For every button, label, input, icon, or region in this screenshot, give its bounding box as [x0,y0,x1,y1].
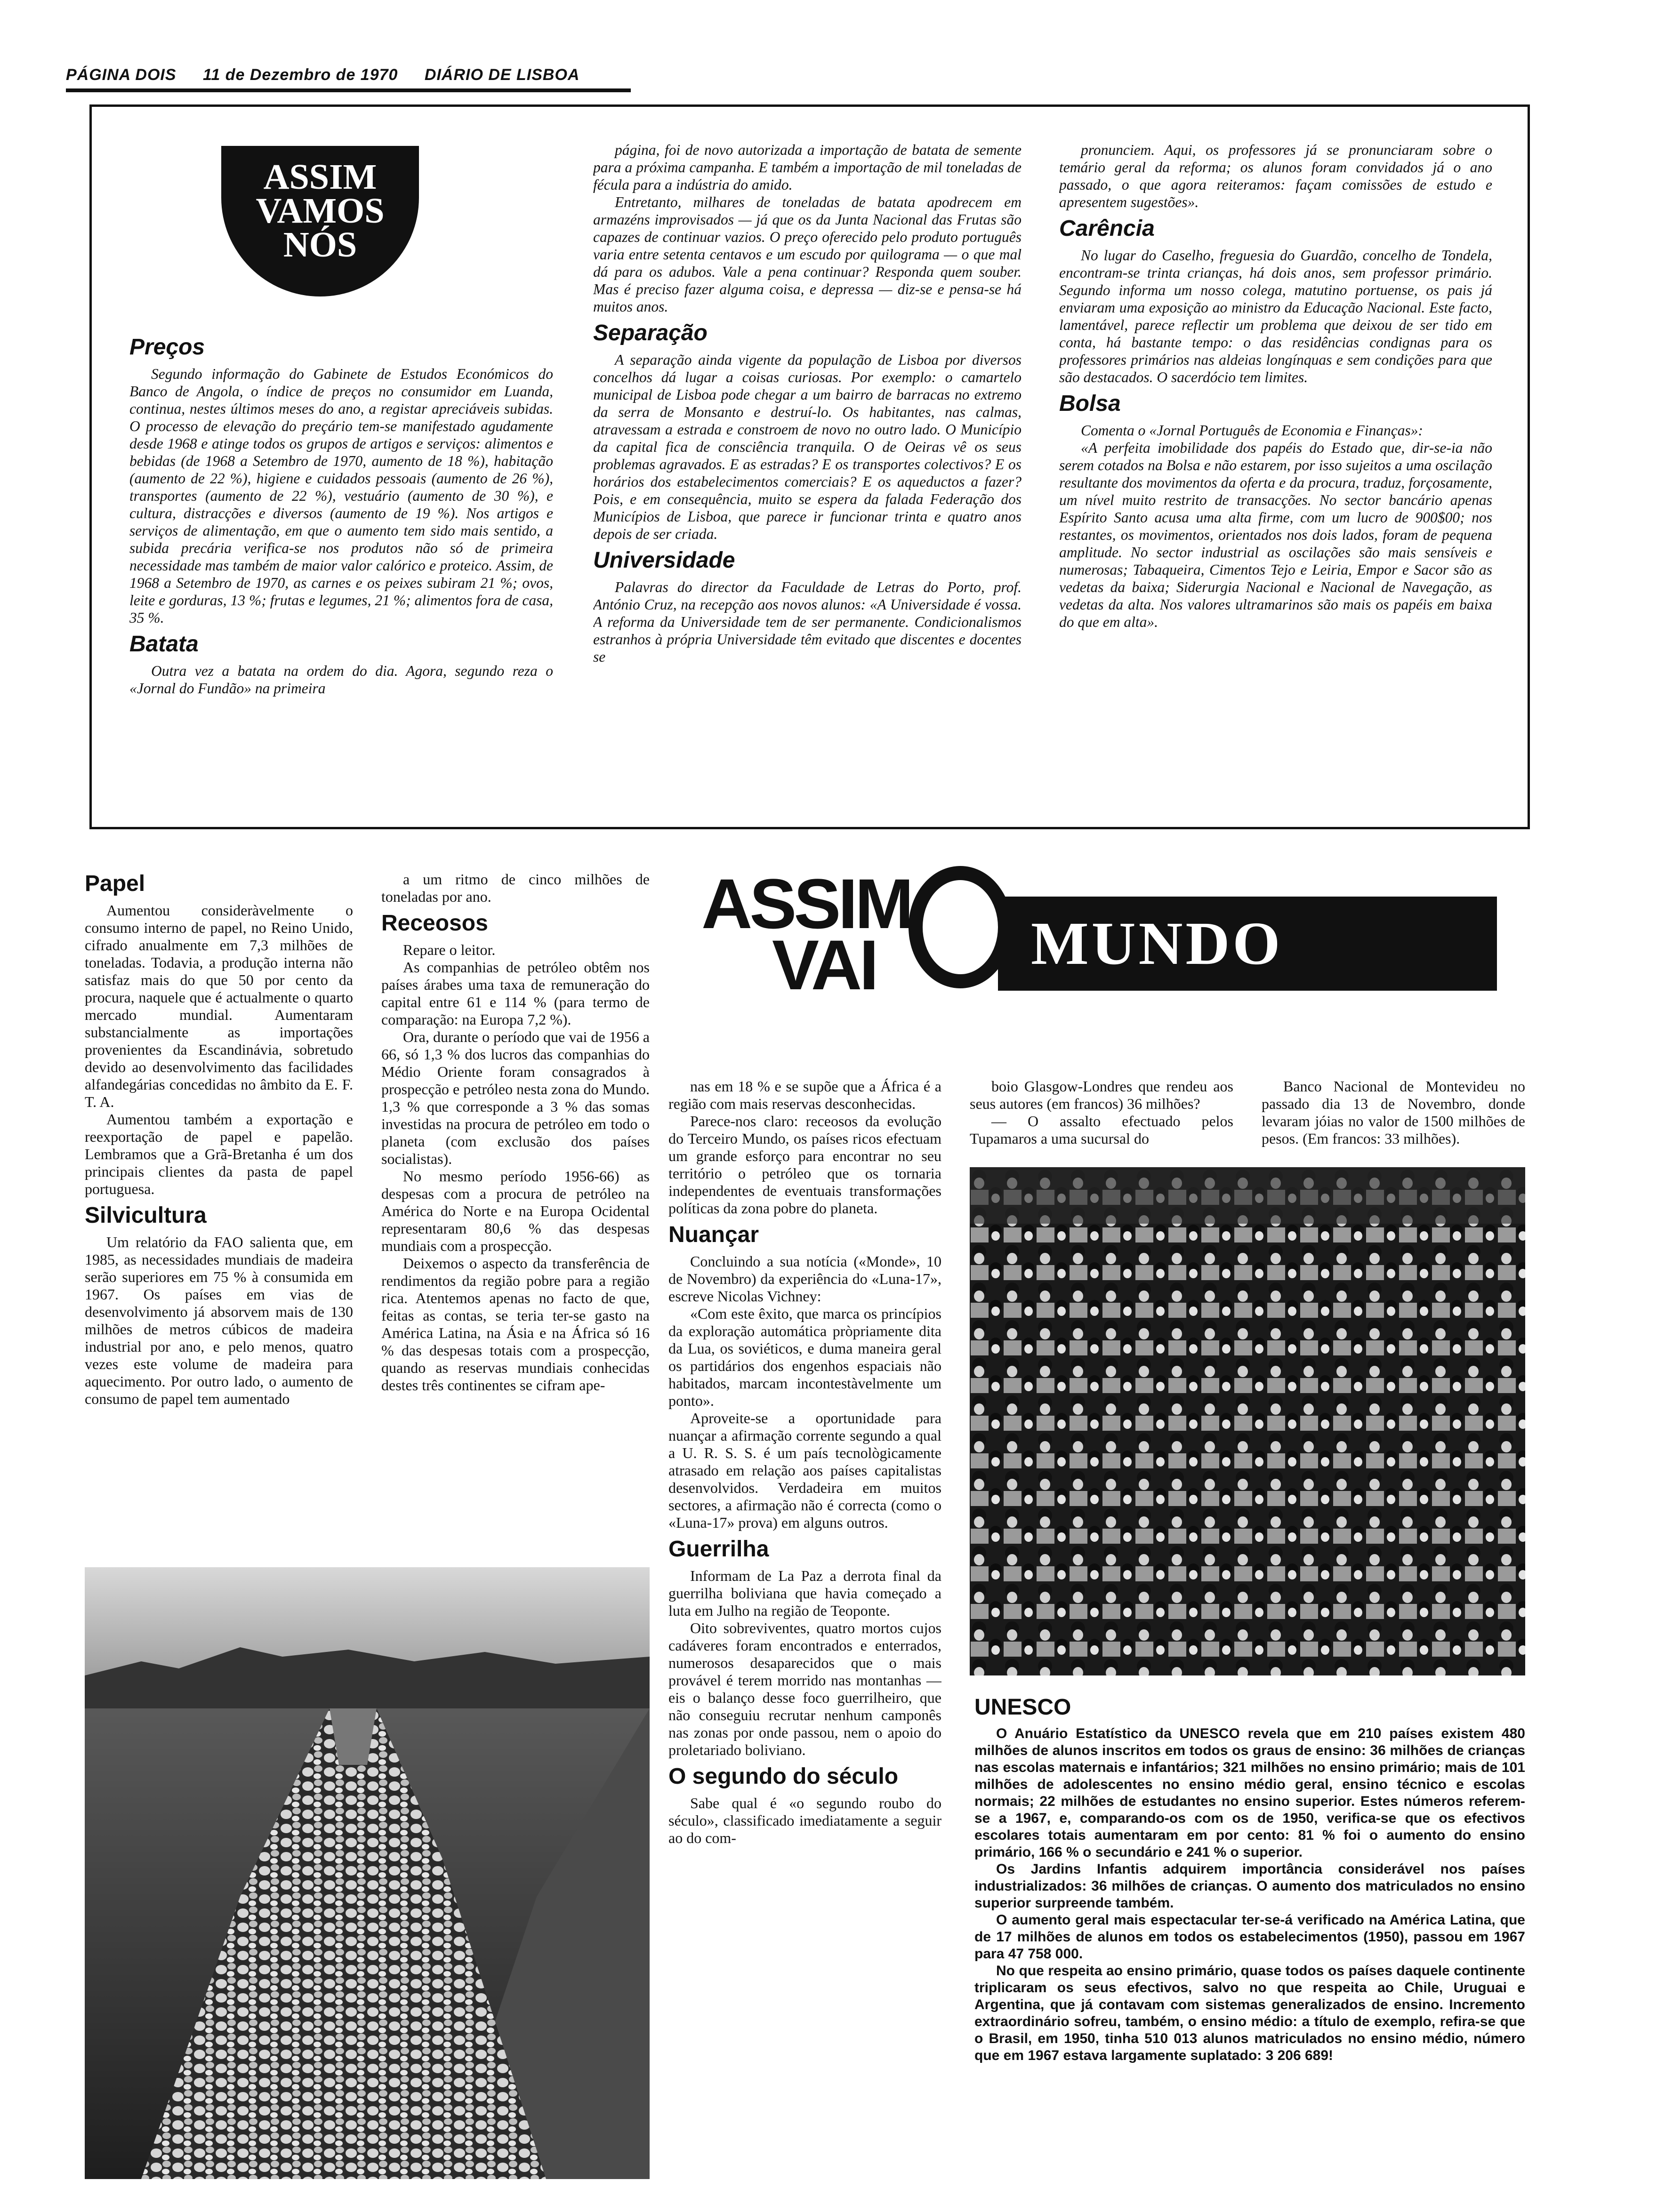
logo-ring-o [909,866,1012,988]
unesco-heading: UNESCO [974,1695,1071,1720]
running-head-rule [66,88,631,92]
precos-heading: Preços [129,335,205,360]
roubo-column [970,1078,1233,1158]
receosos-column [381,871,650,1548]
guerrilha-heading: Guerrilha [668,1537,769,1562]
issue-date: 11 de Dezembro de 1970 [203,66,398,84]
unesco-text-4: No que respeita ao ensino primário, quase todos os países daquele continente triplicaram os seus efectivos, salvo no que respeita ao Chile, Uruguai e Argentina, que já contavam com sistemas generalizados de ensino. Incremento extraordinário sofreu, também, o ensino médio: a título de exemplo, refira-se que o Brasil, em 1950, tinha 510 013 alunos matriculados no ensino médio, número que em 1967 estava largamente suplatado: 3 206 689! [974,1963,1525,2063]
emblem-line-2: VAMOS [256,191,385,231]
segundo-seculo-heading: O segundo do século [668,1764,899,1789]
newspaper-name: DIÁRIO DE LISBOA [424,66,580,84]
receosos-lead: Repare o leitor. [403,941,496,958]
papel-text-1: Aumentou consideràvelmente o consumo interno de papel, no Reino Unido, cifrado anualmente em 7,3 milhões de toneladas. Todavia, a produção interna não satisfaz mais do que 50 por cento da procura, naquele que é actualmente o quarto mercado mundial. Aumentaram substancialmente as importações provenientes da Escandinávia, sobretudo devido ao desenvolvimento das facilidades alfandegárias concedidas no âmbito da E. F. T. A. [85,902,353,1110]
papel-heading: Papel [85,871,145,896]
receosos-heading: Receosos [381,911,488,936]
guerrilha-text-1: Informam de La Paz a derrota final da guerrilha boliviana que havia começado a luta em Julho na região de Teoponte. [668,1567,941,1619]
receosos-text-1: As companhias de petróleo obtêm nos países árabes uma taxa de remuneração do capital entre 61 e 114 % (para termo de comparação: na Europa 7,2 %). [381,959,650,1028]
emblem-line-3: NÓS [283,225,357,264]
page-label: PÁGINA DOIS [66,66,177,84]
logo-mundo-bar: MUNDO [998,897,1497,991]
tupamaros-column [1262,1078,1525,1158]
log-raft-photo [85,1567,650,2179]
box-column-2 [593,141,1022,819]
separacao-text: A separação ainda vigente da população de Lisboa por diversos concelhos dá lugar a coisas curiosas. Por exemplo: o camartelo municipal de Lisboa pode chegar a um bairro de barracas no extremo da serra de Monsanto e destruí-lo. Os habitantes, nas calmas, atravessam a estrada e constroem de novo no outro lado. O Município da capital fica de consciência tranquila. O de Oeiras vê os seus problemas agravados. E as estradas? E os transportes colectivos? E os horários dos estabelecimentos comerciais? E os aqueductos a fazer? Pois, e em consequência, muito se espera da falada Federação dos Municípios de Lisboa, que parece ir funcionar trinta e quatro anos depois de ser criada. [593,352,1022,542]
universidade-continued: pronunciem. Aqui, os professores já se pronunciaram sobre o temário geral da reforma; os alunos foram convidados já o ano passado, o que agora reiteramos: façam comissões de estudo e apresentem sugestões». [1059,142,1492,210]
logo-assim: ASSIM [701,864,911,943]
nuancar-text-3: Aproveite-se a oportunidade para nuançar a afirmação corrente segundo a qual a U. R. S. S. é um país tecnològicamente atrasado em relação aos países capitalistas desenvolvidos. Verdadeira em muitos sectores, a afirmação não é correcta (como o «Luna-17» prova) em alguns outros. [668,1410,941,1531]
logo-vai: VAI [772,925,876,1004]
segundo-seculo-text: Sabe qual é «o segundo roubo do século», classificado imediatamente a seguir ao do com- [668,1795,941,1846]
unesco-text-1: O Anuário Estatístico da UNESCO revela que em 210 países existem 480 milhões de alunos inscritos em todos os graus de ensino: 36 milhões de crianças nas escolas maternais e infantários; 321 milhões no ensino primário; mais de 101 milhões de adolescentes no ensino médio geral, ensino técnico e escolas normais; 22 milhões de estudantes no ensino superior. Estes números referem-se a 1967, e, comparando-os com os de 1950, verifica-se que os efectivos escolares totais aumentaram em por cento: 81 % foi o aumento do ensino primário, 166 % o secundário e 241 % o superior. [974,1726,1525,1860]
tupamaros-text: Banco Nacional de Montevideu no passado dia 13 de Novembro, donde levaram jóias no valor de 1500 milhões de pesos. (Em francos: 33 milhões). [1262,1078,1525,1147]
bolsa-intro: Comenta o «Jornal Português de Economia e Finanças»: [1081,422,1424,439]
nuancar-column [668,1078,941,2174]
silvicultura-continued: a um ritmo de cinco milhões de toneladas por ano. [381,871,650,905]
carencia-heading: Carência [1059,216,1155,241]
unesco-text-2: Os Jardins Infantis adquirem importância considerável nos países industrializados: 36 milhões de crianças. O aumento dos matriculados no ensino superior surpreende também. [974,1861,1525,1911]
bolsa-text: «A perfeita imobilidade dos papéis do Estado que, dir-se-ia não serem cotados na Bolsa e não estarem, por isso sujeitos a uma oscilação resultante dos movimentos da oferta e da procura, traduz, forçosamente, um nível muito restrito de transacções. No sector bancário apenas Espírito Santo acusa uma alta firme, com um lucro de 900$00; nos restantes, os movimentos, orientados nos dois lados, foram de pequena amplitude. No sector industrial as oscilações são mais sensíveis e numerosas; Tabaqueira, Cimentos Tejo e Leiria, Empor e Sacor são as vedetas da baixa; Siderurgia Nacional e Nacional de Navegação, as vedetas da alta. Nos valores ultramarinos são mais os papéis em baixa do que em alta». [1059,440,1492,630]
carencia-text: No lugar do Caselho, freguesia do Guardão, concelho de Tondela, encontram-se trinta crianças, há dois anos, sem professor primário. Segundo informa um nosso colega, matutino portuense, os pais já enviaram uma exposição ao ministro da Educação Nacional. Este facto, lamentável, parece reflectir um problema que deixou de ser tido em conta, há bastante tempo: o das residências condignas para os professores primários nas aldeias longínquas e sem condições para que são destacados. O sacerdócio tem limites. [1059,247,1492,385]
nuancar-text-1: Concluindo a sua notícia («Monde», 10 de Novembro) da experiência do «Luna-17», escreve Nicolas Vichney: [668,1253,941,1305]
receosos-text-2: Ora, durante o período que vai de 1956 a 66, só 1,3 % dos lucros das companhias do Médio Oriente foram consagrados à prospecção e petróleo nesta zona do Mundo. 1,3 % que corresponde a 3 % das somas investidas na procura de petróleo em todo o planeta (com exclusão dos países socialistas). [381,1028,650,1167]
box-column-3 [1059,141,1492,819]
receosos-text-4: Deixemos o aspecto da transferência de rendimentos da região pobre para a região rica. Atentemos apenas no facto de que, feitas as contas, se teria ter-se gasto na América Latina, na Ásia e na África só 16 % das despesas totais com a prospecção, quando as reservas mundiais conhecidas destes três continentes se cifram ape- [381,1255,650,1394]
receosos-conclusion: Parece-nos claro: receosos da evolução do Terceiro Mundo, os países ricos efectuam um grande esforço para encontrar no seu território o petróleo que os tornaria independentes de eventuais transformações políticas da zona pobre do planeta. [668,1113,941,1217]
silvicultura-text: Um relatório da FAO salienta que, em 1985, as necessidades mundiais de madeira serão superiores em 75 % à consumida em 1967. Os países em vias de desenvolvimento já absorvem mais de 130 milhões de metros cúbicos de madeira industrial por ano, e pelo menos, quatro vezes este volume de madeira para aquecimento. Por outro lado, o aumento de consumo de papel tem aumentado [85,1234,353,1407]
batata-text: Outra vez a batata na ordem do dia. Agora, segundo reza o «Jornal do Fundão» na primeira [129,663,553,697]
papel-column [85,866,353,1548]
unesco-text-3: O aumento geral mais espectacular ter-se-á verificado na América Latina, que de 17 milhões de alunos em todos os estabelecimentos (1950), passou em 1967 para 47 758 000. [974,1912,1525,1962]
receosos-continued: nas em 18 % e se supõe que a África é a região com mais reservas desconhecidas. [668,1078,941,1112]
crowd-photo [970,1167,1525,1675]
unesco-column [974,1690,1525,2179]
precos-text: Segundo informação do Gabinete de Estudos Económicos do Banco de Angola, o índice de preços no consumidor em Luanda, continua, nestes últimos meses do ano, a registar apreciáveis subidas. O processo de elevação do preçário tem-se manifestado agudamente desde 1968 e atinge todos os grupos de artigos e serviços: alimentos e bebidas (de 1968 a Setembro de 1970, aumento de 18 %), habitação (aumento de 22 %), higiene e cuidados pessoais (aumento de 26 %), transportes (aumento de 22 %), vestuário (aumento de 30 %), e cultura, distracções e diversos (aumento de 19 %). Nos artigos e serviços de alimentação, em que o aumento tem sido mais sentido, a subida precária verifica-se nos produtos não só de primeira necessidade mas também de maior valor calórico e proteico. Assim, de 1968 a Setembro de 1970, as carnes e os peixes subiram 21 %; ovos, leite e gorduras, 13 %; frutas e legumes, 21 %; alimentos fora de casa, 35 %. [129,366,553,626]
batata-continued: página, foi de novo autorizada a importação de batata de semente para a próxima campanha. E também a importação de mil toneladas de fécula para a indústria do amido. [593,142,1022,193]
nuancar-heading: Nuançar [668,1222,759,1247]
box-column-1 [129,329,553,819]
crowd-illustration [970,1167,1525,1675]
running-head [66,66,626,89]
nuancar-text-2: «Com este êxito, que marca os princípios da exploração automática pròpriamente dita da Lua, os soviéticos, e duma maneira geral os partidários dos engenhos espaciais não habitados, marcam incontestàvelmente um ponto». [668,1305,941,1409]
universidade-heading: Universidade [593,548,735,573]
separacao-heading: Separação [593,321,708,345]
log-raft-illustration [85,1567,650,2179]
papel-text-2: Aumentou também a exportação e reexportação de papel e papelão. Lembramos que a Grã-Bretanha é um dos principais clientes da pasta de papel portuguesa. [85,1111,353,1197]
bolsa-heading: Bolsa [1059,391,1121,416]
assim-vai-o-mundo-logo [701,866,1506,1031]
guerrilha-text-2: Oito sobreviventes, quatro mortos cujos cadáveres foram encontrados e enterrados, numerosos desaparecidos que o mais provável é terem morrido nas montanhas — eis o balanço desse foco guerrilheiro, que não conseguiu recrutar nenhum camponês nas zonas por onde passou, nem o apoio do proletariado boliviano. [668,1619,941,1758]
universidade-text: Palavras do director da Faculdade de Letras do Porto, prof. António Cruz, na recepção aos novos alunos: «A Universidade é vossa. A reforma da Universidade tem de ser permanente. Condicionalismos estranhos à própria Universidade têm evitado que discentes e docentes se [593,579,1022,665]
receosos-text-3: No mesmo período 1956-66) as despesas com a procura de petróleo na América do Norte e na Europa Ocidental representaram 80,6 % das despesas mundiais com a prospecção. [381,1168,650,1254]
batata-heading: Batata [129,632,199,657]
roubo-text-1: boio Glasgow-Londres que rendeu aos seus autores (em francos) 36 milhões? [970,1078,1233,1112]
emblem-line-1: ASSIM [263,157,377,197]
roubo-text-2: — O assalto efectuado pelos Tupamaros a uma sucursal do [970,1113,1233,1147]
silvicultura-heading: Silvicultura [85,1203,207,1228]
batata-continued-2: Entretanto, milhares de toneladas de batata apodrecem em armazéns improvisados — já que os da Junta Nacional das Frutas são capazes de continuar vazios. O preço oferecido pelo produto português varia entre setenta centavos e um escudo por quilograma — o que mal dá para os adubos. Vale a pena continuar? Responda quem souber. Mas é preciso fazer alguma coisa, e depressa — diz-se e pensa-se há muitos anos. [593,194,1022,315]
